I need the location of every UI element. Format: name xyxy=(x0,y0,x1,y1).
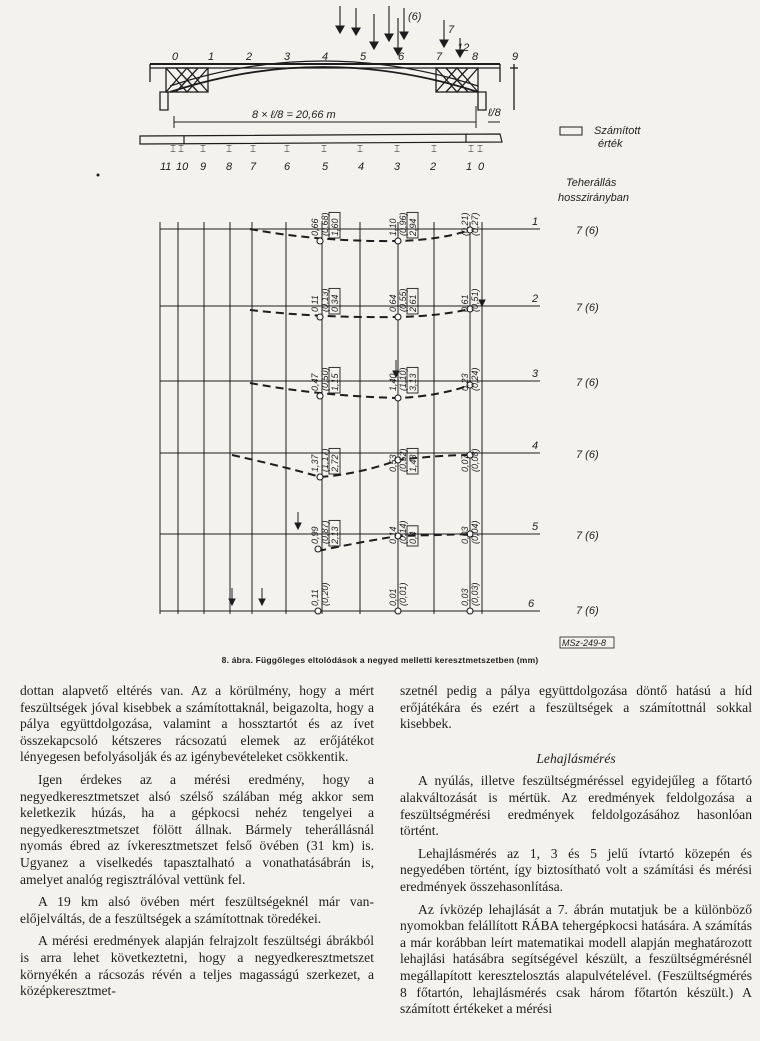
deflection-value: 0,34 xyxy=(330,294,340,312)
node-top-label: 8 xyxy=(472,51,479,63)
deflection-value: 0,47 xyxy=(310,373,320,391)
row-position: 7 (6) xyxy=(576,605,599,617)
deflection-value: 0,03 xyxy=(460,526,470,544)
deflection-value: (1,17) xyxy=(320,448,330,472)
svg-text:⌶: ⌶ xyxy=(321,144,327,155)
paragraph: Igen érdekes az a mérési eredmény, hogy a negyedkeresztmetszet alsó szélső szálában még akkor sem keletkezik húzás, ha a gépkocsi nehéz tengelyei a negyedkeresztmetszet fölött állnak. Bármely teherállásnál nyomás ébred az ívkeresztmetszet felső övében (31 km) is. Ugyanez a viselkedés tapasztalható a vonathatásábrán is, amelyet analóg regisztrálóval vettünk fel. xyxy=(20,771,374,887)
deflection-value: 1,10 xyxy=(388,218,398,236)
caption-text: Függőleges eltolódások a negyed melletti keresztmetszetben (mm) xyxy=(255,655,539,665)
node-top-label: 2 xyxy=(246,51,253,63)
bearing-label: 10 xyxy=(176,161,189,173)
position-header: hosszirányban xyxy=(558,192,629,204)
bearing-label: 5 xyxy=(322,161,329,173)
deflection-value: 2,72 xyxy=(330,454,340,472)
force-label-6: (6) xyxy=(408,11,422,23)
svg-text:⌶: ⌶ xyxy=(200,144,206,155)
svg-text:⌶: ⌶ xyxy=(170,144,176,155)
deflection-value: 1,40 xyxy=(388,373,398,391)
deflection-value: 0,99 xyxy=(310,526,320,544)
right-column xyxy=(400,683,752,1024)
deflection-value: (0,03) xyxy=(470,582,480,606)
deflection-value: (0,08) xyxy=(470,448,480,472)
row-position: 7 (6) xyxy=(576,377,599,389)
svg-text:⌶: ⌶ xyxy=(394,144,400,155)
deflection-value: (0,87) xyxy=(320,520,330,544)
svg-text:⌶: ⌶ xyxy=(284,144,290,155)
node-top-label: 3 xyxy=(284,51,291,63)
deflection-value: (0,68) xyxy=(320,212,330,236)
deflection-value: 1,15 xyxy=(330,373,340,391)
point-arrows xyxy=(229,290,485,605)
row-number: 3 xyxy=(532,368,539,380)
bearing-label: 4 xyxy=(358,161,365,173)
span-dimension xyxy=(174,106,500,128)
bearing-label: 3 xyxy=(394,161,401,173)
deflection-value: 2,94 xyxy=(408,218,418,236)
bearing-label: 0 xyxy=(478,161,485,173)
node-top-label: 5 xyxy=(360,51,367,63)
span-label: 8 × ℓ/8 = 20,66 m xyxy=(252,109,336,121)
section-heading: Lehajlásmérés xyxy=(536,750,616,766)
stamp-label: MSz-249-8 xyxy=(562,638,607,648)
left-column xyxy=(20,683,374,1006)
deflection-value: (0,55) xyxy=(398,288,408,312)
deflection-value: (0,14) xyxy=(398,520,408,544)
row-number: 6 xyxy=(528,598,535,610)
row-position: 7 (6) xyxy=(576,449,599,461)
paragraph: A nyúlás, illetve feszültségméréssel egyidejűleg a főtartó alakváltozását is mértük. Az eredmények feldolgozása a feszültségmérési eredmények feldolgozásához hasonlóan történt. xyxy=(400,773,752,839)
row-position: 7 (6) xyxy=(576,225,599,237)
deflection-value: 0,64 xyxy=(388,294,398,312)
deflection-value: 0,03 xyxy=(460,588,470,606)
paragraph: Lehajlásmérés az 1, 3 és 5 jelű ívtartó közepén és negyedében történt, így biztosítható volt a számítási és mérési eredmények összehasonlítása. xyxy=(400,845,752,894)
deflection-value: 0,61 xyxy=(460,294,470,312)
deflection-value: (0,96) xyxy=(398,212,408,236)
end-span-label: ℓ/8 xyxy=(488,107,501,119)
node-top-label: 4 xyxy=(322,51,329,63)
bridge-elevation xyxy=(150,61,518,110)
row-position: 7 (6) xyxy=(576,302,599,314)
svg-text:⌶: ⌶ xyxy=(468,144,474,155)
deflection-value: (0,21) xyxy=(460,212,470,236)
paragraph: szetnél pedig a pálya együttdolgozása döntő hatású a híd erőjátékára és ezért a feszültségek a számítottnál sokkal kisebbek. xyxy=(400,683,752,732)
force-label-12: 12 xyxy=(457,42,470,54)
load-arrows xyxy=(336,6,464,57)
deflection-value: 1,43 xyxy=(408,454,418,472)
row-position: 7 (6) xyxy=(576,530,599,542)
bearing-label: 2 xyxy=(430,161,437,173)
legend-label: érték xyxy=(598,138,623,150)
deflection-value: 0,53 xyxy=(388,454,398,472)
node-top-label: 0 xyxy=(172,51,179,63)
deflection-value: 0,4 xyxy=(408,531,418,544)
node-top-label: 7 xyxy=(436,51,443,63)
node-top-label: 1 xyxy=(208,51,215,63)
bearing-label: 7 xyxy=(250,161,257,173)
deflection-value: 0,11 xyxy=(310,295,320,312)
legend-box xyxy=(560,127,582,135)
deflection-value: (1,10) xyxy=(398,367,408,391)
deflection-value: 2,13 xyxy=(330,526,340,544)
paragraph: dottan alapvető eltérés van. Az a körülmény, hogy a mért feszültségek jóval kisebbek a számítottaknál, beigazolta, hogy a pálya együttdolgozása, valamint a hossztartót és az ívet összekapcsoló kétszeres rácsozatú elemek az erőjátékot lényegesen befolyásolják és az igénybevételeket csökkentik. xyxy=(20,683,374,765)
row-number: 4 xyxy=(532,440,539,452)
deflection-value: (0,04) xyxy=(470,520,480,544)
svg-text:⌶: ⌶ xyxy=(178,144,184,155)
deflection-value: 1,60 xyxy=(330,218,340,236)
node-top-label: 6 xyxy=(398,51,405,63)
grid-verticals xyxy=(160,222,482,614)
bearing-label: 8 xyxy=(226,161,233,173)
paragraph: A mérési eredmények alapján felrajzolt feszültségi ábrákból is arra lehet következtetni, hogy a negyedkeresztmetszet környékén a rácsozás révén a teljes magasságú szerkezet, a középkeresztmet- xyxy=(20,933,374,999)
figure-caption xyxy=(0,655,760,665)
svg-text:⌶: ⌶ xyxy=(357,144,363,155)
deflection-value: 0,01 xyxy=(388,588,398,606)
paragraph: A 19 km alsó övében mért feszültségeknél már van-előjelváltás, de a feszültségek a számítottnak töredékei. xyxy=(20,894,374,926)
caption-number: 8. ábra. xyxy=(221,655,254,665)
row-labels xyxy=(528,216,599,617)
row-number: 1 xyxy=(532,216,539,228)
deflection-value: 0,66 xyxy=(310,218,320,236)
svg-text:⌶: ⌶ xyxy=(226,144,232,155)
deflection-value: (0,50) xyxy=(320,367,330,391)
deflection-value: (0,13) xyxy=(320,288,330,312)
deflection-value: 0,23 xyxy=(460,373,470,391)
bearing-marks xyxy=(170,144,483,155)
bearing-label: 6 xyxy=(284,161,291,173)
deflection-value: (0,01) xyxy=(398,582,408,606)
row-number: 5 xyxy=(532,521,539,533)
deflection-value: (0,20) xyxy=(320,582,330,606)
deflection-value: (0,52) xyxy=(398,448,408,472)
deflection-value: 0,07 xyxy=(460,454,470,472)
svg-text:⌶: ⌶ xyxy=(431,144,437,155)
deflection-value: 0,14 xyxy=(388,526,398,544)
bearing-label: 1 xyxy=(466,161,473,173)
bearing-labels xyxy=(160,161,485,173)
deflection-value: (0,24) xyxy=(470,367,480,391)
bearing-label: 9 xyxy=(200,161,207,173)
deck-plan xyxy=(140,134,502,144)
svg-text:⌶: ⌶ xyxy=(477,144,483,155)
node-top-label: 9 xyxy=(512,51,519,63)
paragraph: Az ívközép lehajlását a 7. ábrán mutatjuk be a különböző nyomokban felállított RÁBA tehergépkocsi hatására. A számítás a már korábban leírt matematikai modell alapján meghatározott lehajlási hatásábra segítségével készült, a feszültségmérésnél megállapított keresztelosztás alapulvételével. (Feszültségmérés 8 főtartón, lehajlásmérés csak három főtartón készült.) A számított értékeket a mérési xyxy=(400,901,752,1017)
row-number: 2 xyxy=(532,293,539,305)
deflection-value: 0,11 xyxy=(310,589,320,606)
force-label-7: 7 xyxy=(448,24,455,36)
svg-text:⌶: ⌶ xyxy=(250,144,256,155)
deflection-value: 2,61 xyxy=(408,294,418,312)
position-header: Teherállás xyxy=(566,177,617,189)
deflection-value: 3,13 xyxy=(408,373,418,391)
deflection-value: (0,51) xyxy=(470,288,480,312)
legend-label: Számított xyxy=(594,125,641,137)
bearing-label: 11 xyxy=(160,161,172,173)
grid-horizontals xyxy=(160,229,540,611)
measurement-points xyxy=(315,227,473,614)
deflection-value: (0,27) xyxy=(470,212,480,236)
deflection-value: 1,37 xyxy=(310,454,320,472)
dot-mark xyxy=(97,174,100,177)
